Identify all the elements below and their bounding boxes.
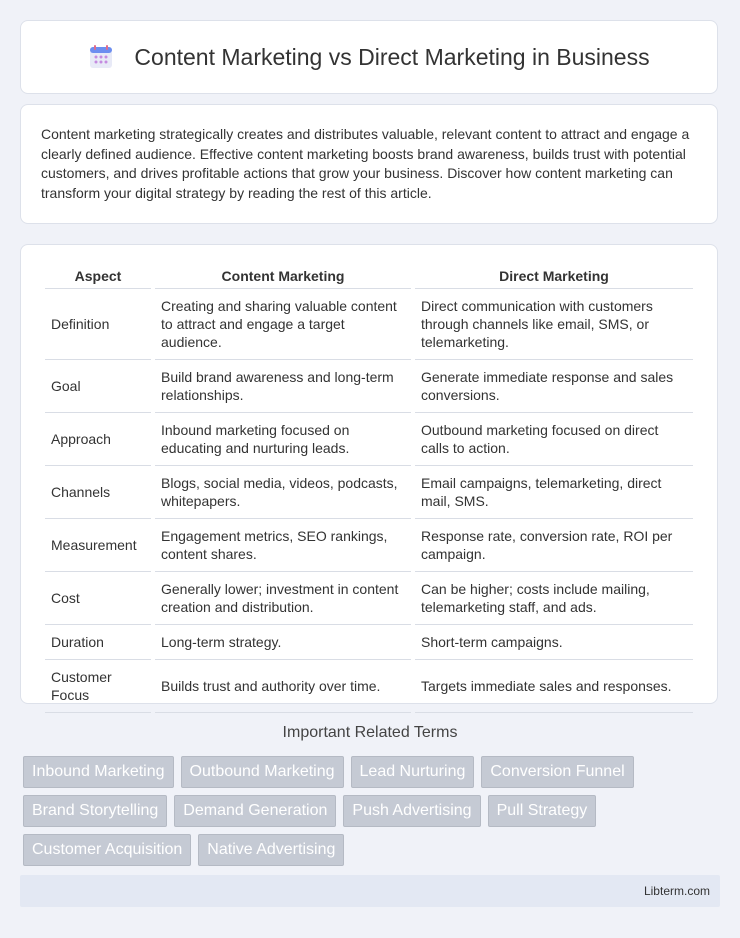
- footer: [20, 875, 720, 907]
- row-content-marketing: Creating and sharing valuable content to attract and engage a target audience.: [155, 289, 411, 360]
- intro-section: [20, 104, 718, 224]
- related-term-tag[interactable]: Outbound Marketing: [181, 756, 344, 788]
- table-row: [45, 572, 693, 625]
- row-aspect: Cost: [45, 572, 151, 625]
- related-term-tag[interactable]: Push Advertising: [343, 795, 480, 827]
- row-aspect: Goal: [45, 360, 151, 413]
- page-header: [20, 20, 718, 94]
- row-direct-marketing: Outbound marketing focused on direct calls to action.: [415, 413, 693, 466]
- table-row: [45, 466, 693, 519]
- row-aspect: Duration: [45, 625, 151, 660]
- row-direct-marketing: Response rate, conversion rate, ROI per campaign.: [415, 519, 693, 572]
- comparison-table-card: [20, 244, 718, 704]
- row-direct-marketing: Targets immediate sales and responses.: [415, 660, 693, 713]
- row-direct-marketing: Short-term campaigns.: [415, 625, 693, 660]
- row-content-marketing: Engagement metrics, SEO rankings, content shares.: [155, 519, 411, 572]
- row-content-marketing: Build brand awareness and long-term relationships.: [155, 360, 411, 413]
- table-row: [45, 660, 693, 713]
- row-direct-marketing: Generate immediate response and sales conversions.: [415, 360, 693, 413]
- related-term-tag[interactable]: Customer Acquisition: [23, 834, 191, 866]
- row-content-marketing: Inbound marketing focused on educating and nurturing leads.: [155, 413, 411, 466]
- calendar-icon: [88, 44, 114, 70]
- related-term-tag[interactable]: Lead Nurturing: [351, 756, 475, 788]
- row-content-marketing: Builds trust and authority over time.: [155, 660, 411, 713]
- header-direct-marketing: Direct Marketing: [415, 261, 693, 289]
- table-header-row: [45, 261, 693, 289]
- row-direct-marketing: Can be higher; costs include mailing, telemarketing staff, and ads.: [415, 572, 693, 625]
- related-term-tag[interactable]: Pull Strategy: [488, 795, 597, 827]
- related-term-tag[interactable]: Inbound Marketing: [23, 756, 174, 788]
- row-content-marketing: Blogs, social media, videos, podcasts, whitepapers.: [155, 466, 411, 519]
- page-title: Content Marketing vs Direct Marketing in Business: [134, 43, 650, 70]
- related-term-tag[interactable]: Brand Storytelling: [23, 795, 167, 827]
- row-aspect: Approach: [45, 413, 151, 466]
- table-row: [45, 360, 693, 413]
- table-row: [45, 519, 693, 572]
- row-direct-marketing: Direct communication with customers through channels like email, SMS, or telemarketing.: [415, 289, 693, 360]
- table-row: [45, 413, 693, 466]
- header-content-marketing: Content Marketing: [155, 261, 411, 289]
- table-row: [45, 625, 693, 660]
- row-direct-marketing: Email campaigns, telemarketing, direct mail, SMS.: [415, 466, 693, 519]
- header-aspect: Aspect: [45, 261, 151, 289]
- row-aspect: Definition: [45, 289, 151, 360]
- related-terms-title: Important Related Terms: [282, 724, 458, 741]
- table-row: [45, 289, 693, 360]
- row-aspect: Channels: [45, 466, 151, 519]
- row-content-marketing: Generally lower; investment in content creation and distribution.: [155, 572, 411, 625]
- related-term-tag[interactable]: Demand Generation: [174, 795, 336, 827]
- row-content-marketing: Long-term strategy.: [155, 625, 411, 660]
- row-aspect: Customer Focus: [45, 660, 151, 713]
- intro-text: Content marketing strategically creates and distributes valuable, relevant content to attract and engage a clearly defined audience. Effective content marketing boosts brand awareness, builds trust with potential customers, and drives profitable actions that grow your business. Discover how content marketing can transform your digital strategy by reading the rest of this article.: [41, 126, 690, 201]
- footer-site-link[interactable]: Libterm.com: [643, 884, 710, 898]
- related-terms-list: [23, 756, 723, 873]
- related-term-tag[interactable]: Conversion Funnel: [481, 756, 633, 788]
- row-aspect: Measurement: [45, 519, 151, 572]
- comparison-table: [41, 261, 697, 713]
- related-term-tag[interactable]: Native Advertising: [198, 834, 344, 866]
